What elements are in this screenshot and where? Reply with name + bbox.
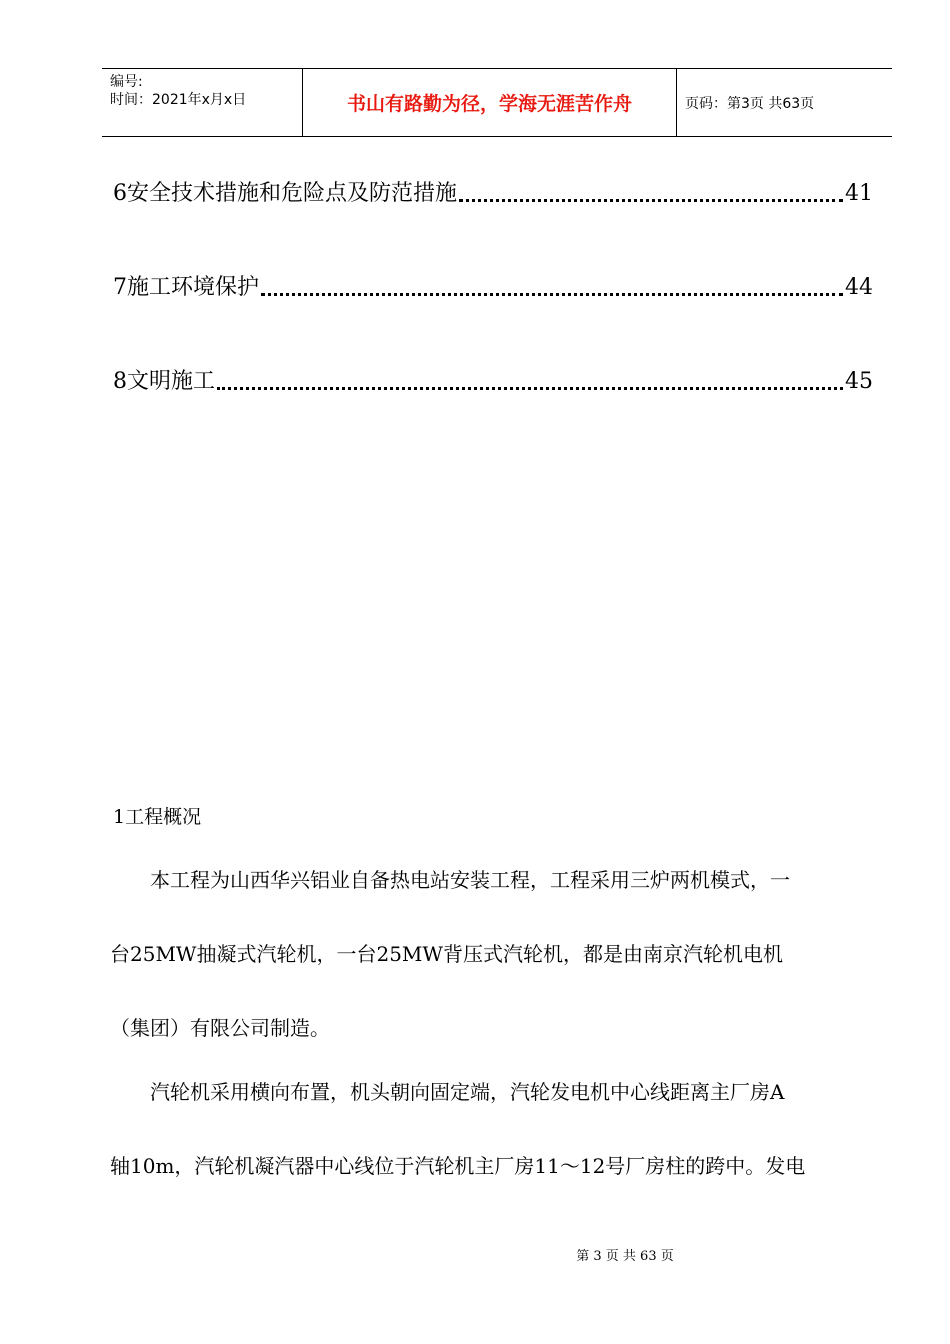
paragraph-line: 台25MW抽凝式汽轮机，一台25MW背压式汽轮机，都是由南京汽轮机电机 bbox=[110, 942, 783, 966]
toc-leader-dots bbox=[261, 292, 843, 296]
paragraph-line: 汽轮机采用横向布置，机头朝向固定端，汽轮发电机中心线距离主厂房A bbox=[110, 1080, 785, 1104]
page-info: 页码：第3页 共63页 bbox=[685, 95, 815, 112]
toc-entry-title: 7施工环境保护 bbox=[113, 275, 259, 300]
number-label: 编号: bbox=[110, 74, 143, 90]
toc-entry-page: 41 bbox=[845, 181, 873, 206]
toc-entry-title: 6安全技术措施和危险点及防范措施 bbox=[113, 181, 457, 206]
header-page-cell bbox=[677, 69, 892, 136]
motto: 书山有路勤为径，学海无涯苦作舟 bbox=[346, 93, 632, 115]
toc-leader-dots bbox=[459, 198, 843, 202]
time-label: 时间：2021年x月x日 bbox=[110, 92, 247, 108]
header-motto-cell bbox=[303, 69, 677, 136]
section-heading: 1工程概况 bbox=[113, 806, 202, 828]
toc-entry[interactable] bbox=[113, 366, 873, 398]
paragraph-line: 本工程为山西华兴铝业自备热电站安装工程，工程采用三炉两机模式，一 bbox=[110, 868, 790, 892]
toc-entry-page: 44 bbox=[845, 275, 873, 300]
toc-entry-title: 8文明施工 bbox=[113, 369, 215, 394]
paragraph-line: （集团）有限公司制造。 bbox=[110, 1016, 330, 1040]
paragraph-line: 轴10m，汽轮机凝汽器中心线位于汽轮机主厂房11～12号厂房柱的跨中。发电 bbox=[110, 1154, 806, 1178]
toc-entry[interactable] bbox=[113, 178, 873, 210]
toc-leader-dots bbox=[217, 386, 843, 390]
page-header bbox=[102, 68, 892, 137]
toc-entry[interactable] bbox=[113, 272, 873, 304]
header-meta-cell bbox=[102, 69, 303, 136]
toc-entry-page: 45 bbox=[845, 369, 873, 394]
page-footer: 第 3 页 共 63 页 bbox=[576, 1249, 674, 1264]
